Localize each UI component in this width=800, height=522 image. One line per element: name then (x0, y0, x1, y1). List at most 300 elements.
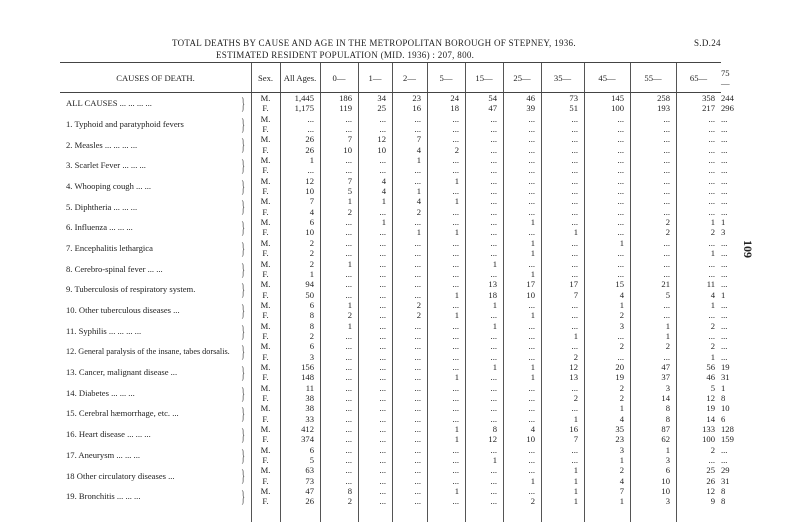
value-cell: ... (571, 175, 578, 186)
value-cell: ... (414, 124, 421, 135)
value-cell: ... (663, 175, 670, 186)
value-cell: 24 (450, 93, 459, 103)
value-cell: ... (528, 351, 535, 362)
value-cell: ... (490, 444, 497, 455)
value-cell: ... (379, 310, 386, 321)
cause-label: 11. Syphilis ... ... ... ... (66, 325, 142, 336)
value-cell: 217 (702, 103, 715, 114)
value-cell: 47 (661, 361, 670, 372)
value-cell: ... (528, 258, 535, 269)
value-cell: ... (571, 155, 578, 166)
value-cell: 7 (347, 134, 352, 145)
value-cell: ... (379, 361, 386, 372)
value-cell: ... (663, 165, 670, 176)
value-cell: 374 (301, 434, 314, 445)
value-cell: 4 (710, 289, 715, 300)
brace-mark: } (241, 321, 245, 341)
value-cell: ... (617, 165, 624, 176)
value-cell: 145 (611, 93, 624, 103)
value-cell: ... (663, 351, 670, 362)
value-cell: 1 (492, 320, 497, 331)
value-cell: ... (571, 258, 578, 269)
value-cell: 1 (619, 237, 624, 248)
value-cell: 10 (526, 434, 535, 445)
value-cell: ... (452, 455, 459, 466)
value-cell: ... (414, 175, 421, 186)
value-cell: ... (571, 113, 578, 124)
value-cell: 15 (615, 279, 624, 290)
table-row: F. 33 ... ... ... ... ... ... 1 4 8 14 6 (60, 414, 721, 424)
value-cell: 12 (706, 486, 715, 497)
value-cell: 1 (454, 424, 459, 434)
value-cell: 4 (530, 424, 535, 434)
table-row: F. 26 10 10 4 2 ... ... ... ... ... ... ... (60, 145, 721, 155)
value-cell: ... (452, 237, 459, 248)
value-cell: 2 (619, 341, 624, 352)
value-cell: ... (414, 392, 421, 403)
table-row: 5. Diphtheria ... ... ... } M. 7 1 1 4 1 ... ... ... ... ... ... ... (60, 196, 721, 206)
value-cell: ... (452, 392, 459, 403)
value-cell: ... (345, 268, 352, 279)
value-cell: 1 (530, 237, 535, 248)
value-cell: ... (379, 237, 386, 248)
table-row: 18 Other circulatory diseases ... } M. 63 ... ... ... ... ... ... 1 2 6 25 29 (60, 465, 721, 475)
value-cell: 1 (573, 465, 578, 476)
value-cell: ... (414, 496, 421, 507)
value-cell: ... (708, 196, 715, 207)
value-cell: ... (490, 372, 497, 383)
value-cell: 14 (661, 392, 670, 403)
value-cell: 18 (488, 289, 497, 300)
sex-cell: F. (262, 434, 269, 445)
value-cell: 8 (665, 413, 670, 424)
value-cell: ... (490, 310, 497, 321)
value-cell: ... (379, 496, 386, 507)
value-cell: 1 (454, 310, 459, 321)
cause-cell (60, 383, 251, 404)
value-cell: ... (414, 403, 421, 414)
column-header: Sex. (251, 63, 280, 93)
value-cell: ... (490, 134, 497, 145)
sex-cell: M. (260, 217, 271, 228)
value-cell: 4 (619, 413, 624, 424)
value-cell: ... (379, 320, 386, 331)
value-cell: 258 (657, 93, 670, 103)
value-cell: 119 (339, 103, 352, 114)
value-cell: 10 (343, 144, 352, 155)
value-cell: 12 (706, 392, 715, 403)
value-cell: 8 (347, 486, 352, 497)
column-header: CAUSES OF DEATH. (60, 63, 251, 93)
value-cell: ... (345, 403, 352, 414)
cause-label: ALL CAUSES ... ... ... ... (66, 98, 152, 109)
brace-mark: } (241, 94, 245, 113)
value-cell: 16 (412, 103, 421, 114)
value-cell: 10 (305, 186, 314, 197)
value-cell: 1 (381, 196, 386, 207)
value-cell: ... (414, 424, 421, 434)
cause-cell (60, 134, 251, 155)
sex-cell: M. (260, 196, 271, 207)
value-cell: ... (490, 475, 497, 486)
value-cell: 54 (488, 93, 497, 103)
sex-cell: M. (260, 320, 271, 331)
cause-label: 7. Encephalitis lethargica (66, 242, 153, 253)
table-row: 14. Diabetes ... ... ... } M. 11 ... ... ... ... ... ... ... 2 3 5 1 (60, 383, 721, 393)
cause-label: 13. Cancer, malignant disease ... (66, 367, 178, 378)
value-cell: ... (452, 186, 459, 197)
value-cell: 4 (416, 144, 421, 155)
table-row: F. 374 ... ... ... 1 12 10 7 23 62 100 159 (60, 434, 721, 444)
value-cell: 1 (573, 475, 578, 486)
value-cell: ... (490, 206, 497, 217)
table-row: F. 10 ... ... 1 1 ... ... 1 ... 2 2 3 (60, 227, 721, 237)
value-cell: ... (708, 310, 715, 321)
value-cell: 11 (706, 279, 715, 290)
value-cell: ... (414, 165, 421, 176)
value-cell: 10 (661, 475, 670, 486)
value-cell: 25 (706, 465, 715, 476)
value-cell: ... (490, 341, 497, 352)
column-header: 35— (541, 63, 584, 93)
value-cell: ... (617, 258, 624, 269)
value-cell: 63 (305, 465, 314, 476)
value-cell: 8 (309, 320, 314, 331)
value-cell: 1 (347, 196, 352, 207)
value-cell: ... (414, 289, 421, 300)
table-row: F. 26 2 ... ... ... ... 2 1 1 3 9 8 (60, 496, 721, 506)
sex-cell: M. (260, 155, 271, 166)
value-cell: 6 (309, 341, 314, 352)
cause-label: 1. Typhoid and paratyphoid fevers (66, 118, 184, 129)
value-cell: ... (528, 382, 535, 393)
sex-cell: M. (260, 134, 271, 145)
header-row: CAUSES OF DEATH. Sex. All Ages. 0— 1— 2— 5— 15— 25— 35— 45— 55— 65— 75— (60, 63, 721, 93)
value-cell: ... (663, 248, 670, 259)
value-cell: ... (379, 124, 386, 135)
value-cell: 1 (530, 475, 535, 486)
value-cell: 1 (454, 227, 459, 238)
value-cell: ... (528, 227, 535, 238)
value-cell: ... (379, 299, 386, 310)
value-cell: 2 (454, 144, 459, 155)
value-cell: 4 (619, 475, 624, 486)
table-row: 11. Syphilis ... ... ... ... } M. 8 1 ... ... ... 1 ... ... 3 1 2 ... (60, 321, 721, 331)
value-cell: 1 (619, 496, 624, 507)
sex-cell: F. (262, 455, 269, 466)
value-cell: ... (414, 279, 421, 290)
value-cell: ... (452, 217, 459, 228)
population-subtitle: ESTIMATED RESIDENT POPULATION (MID. 1936) : 207, 800. (216, 50, 475, 60)
brace-mark: } (241, 197, 245, 217)
cause-label: 9. Tuberculosis of respiratory system. (66, 284, 196, 295)
table-row: 1. Typhoid and paratyphoid fevers } M. ... ... ... ... ... ... ... ... ... ... ... ... (60, 114, 721, 124)
cause-cell (60, 196, 251, 217)
value-cell: 156 (301, 361, 314, 372)
value-cell: ... (708, 155, 715, 166)
value-cell: ... (345, 475, 352, 486)
sex-cell: F. (262, 413, 269, 424)
value-cell: ... (379, 206, 386, 217)
value-cell: 1 (710, 299, 715, 310)
value-cell: ... (414, 248, 421, 259)
value-cell: 1 (665, 330, 670, 341)
cause-label: 4. Whooping cough ... ... (66, 180, 152, 191)
table-row: F. 3 ... ... ... ... ... ... 2 ... ... 1 ... (60, 352, 721, 362)
sex-cell: F. (262, 289, 269, 300)
sex-cell: F. (262, 310, 269, 321)
value-cell: 19 (706, 403, 715, 414)
sex-cell: F. (262, 268, 269, 279)
value-cell: ... (307, 124, 314, 135)
value-cell: ... (490, 351, 497, 362)
value-cell: 133 (702, 424, 715, 434)
value-cell: ... (490, 186, 497, 197)
brace-mark: } (241, 114, 245, 134)
value-cell: 3 (665, 455, 670, 466)
value-cell: ... (414, 465, 421, 476)
sex-cell: M. (260, 465, 271, 476)
value-cell: 8 (665, 403, 670, 414)
value-cell: 26 (706, 475, 715, 486)
brace-mark: } (241, 445, 245, 465)
value-cell: ... (617, 248, 624, 259)
value-cell: ... (663, 258, 670, 269)
value-cell: ... (571, 248, 578, 259)
cause-cell (60, 465, 251, 486)
value-cell: 51 (569, 103, 578, 114)
value-cell: ... (345, 289, 352, 300)
value-cell: 1 (454, 486, 459, 497)
value-cell: ... (490, 268, 497, 279)
sex-cell: M. (260, 403, 271, 414)
table-row: 2. Measles ... ... ... ... } M. 26 7 12 7 ... ... ... ... ... ... ... ... (60, 134, 721, 144)
value-cell: 7 (416, 134, 421, 145)
value-cell: ... (528, 403, 535, 414)
sex-cell: F. (262, 186, 269, 197)
table-row: F. 2 ... ... ... ... ... 1 ... ... ... 1 ... (60, 248, 721, 258)
value-cell: ... (708, 237, 715, 248)
value-cell: ... (452, 124, 459, 135)
value-cell: 2 (573, 392, 578, 403)
value-cell: ... (617, 155, 624, 166)
sex-cell: M. (260, 93, 271, 103)
value-cell: 38 (305, 403, 314, 414)
value-cell: ... (345, 155, 352, 166)
brace-mark: } (241, 280, 245, 300)
value-cell: ... (452, 361, 459, 372)
cause-cell (60, 238, 251, 259)
column-header: 15— (465, 63, 503, 93)
value-cell: ... (452, 330, 459, 341)
value-cell: ... (452, 320, 459, 331)
value-cell: ... (379, 403, 386, 414)
value-cell: ... (528, 486, 535, 497)
value-cell: 5 (665, 289, 670, 300)
table-row: 6. Influenza ... ... ... } M. 6 ... 1 ... ... ... 1 ... ... 2 1 1 (60, 217, 721, 227)
value-cell: ... (452, 134, 459, 145)
value-cell: 26 (305, 496, 314, 507)
value-cell: ... (528, 455, 535, 466)
value-cell: ... (345, 124, 352, 135)
value-cell: ... (571, 299, 578, 310)
value-cell: ... (617, 227, 624, 238)
value-cell: ... (379, 475, 386, 486)
value-cell: ... (571, 444, 578, 455)
value-cell: 1 (619, 403, 624, 414)
cause-cell (60, 403, 251, 424)
value-cell: 94 (305, 279, 314, 290)
column-header: 65— (676, 63, 721, 93)
value-cell: ... (345, 165, 352, 176)
value-cell: ... (452, 413, 459, 424)
value-cell: 34 (377, 93, 386, 103)
table-reference: S.D.24 (694, 38, 721, 48)
table-row: F. 10 5 4 1 ... ... ... ... ... ... ... ... (60, 186, 721, 196)
value-cell: ... (663, 186, 670, 197)
value-cell: ... (617, 144, 624, 155)
sex-cell: M. (260, 299, 271, 310)
value-cell: ... (452, 248, 459, 259)
value-cell: ... (414, 113, 421, 124)
value-cell: 26 (305, 144, 314, 155)
value-cell: 1,175 (294, 103, 314, 114)
value-cell: 1 (492, 455, 497, 466)
value-cell: 47 (488, 103, 497, 114)
value-cell: ... (345, 361, 352, 372)
value-cell: 2 (710, 444, 715, 455)
cause-cell (60, 279, 251, 300)
value-cell: ... (345, 413, 352, 424)
value-cell: ... (617, 330, 624, 341)
value-cell: 1 (665, 444, 670, 455)
cause-cell (60, 341, 251, 362)
value-cell: 20 (615, 361, 624, 372)
table-row: 19. Bronchitis ... ... ... } M. 47 8 ... ... 1 ... ... 1 7 10 12 8 (60, 486, 721, 496)
value-cell: ... (528, 444, 535, 455)
value-cell: ... (379, 486, 386, 497)
cause-label: 2. Measles ... ... ... ... (66, 139, 138, 150)
table-row: F. 2 ... ... ... ... ... ... 1 ... 1 ... ... (60, 331, 721, 341)
value-cell: ... (379, 113, 386, 124)
deaths-table (60, 63, 734, 507)
cause-label: 6. Influenza ... ... ... (66, 222, 133, 233)
value-cell: ... (490, 113, 497, 124)
value-cell: ... (414, 475, 421, 486)
value-cell: 4 (416, 196, 421, 207)
value-cell: 1 (530, 310, 535, 321)
value-cell: ... (490, 144, 497, 155)
value-cell: 2 (309, 330, 314, 341)
value-cell: ... (379, 165, 386, 176)
sex-cell: M. (260, 279, 271, 290)
value-cell: ... (663, 299, 670, 310)
value-cell: ... (528, 144, 535, 155)
table-row: F. 148 ... ... ... 1 ... 1 13 19 37 46 31 (60, 372, 721, 382)
value-cell: ... (379, 392, 386, 403)
value-cell: 412 (301, 424, 314, 434)
value-cell: ... (708, 144, 715, 155)
brace-mark: } (241, 218, 245, 238)
value-cell: ... (528, 155, 535, 166)
value-cell: 17 (569, 279, 578, 290)
brace-mark: } (241, 238, 245, 258)
value-cell: ... (490, 165, 497, 176)
table-row: 12. General paralysis of the insane, tabes dorsalis. } M. 6 ... ... ... ... ... ... ... 2 2 2 ... (60, 341, 721, 351)
value-cell: 1 (665, 320, 670, 331)
cause-cell (60, 486, 251, 507)
value-cell: 4 (381, 186, 386, 197)
brace-mark: } (241, 176, 245, 196)
value-cell: ... (414, 372, 421, 383)
value-cell: 3 (665, 496, 670, 507)
value-cell: ... (414, 444, 421, 455)
value-cell: ... (528, 465, 535, 476)
table-row: F. 1 ... ... ... ... ... 1 ... ... ... ... ... (60, 269, 721, 279)
sex-cell: M. (260, 237, 271, 248)
value-cell: ... (345, 382, 352, 393)
value-cell: ... (452, 444, 459, 455)
value-cell: 1 (530, 268, 535, 279)
sex-cell: F. (262, 227, 269, 238)
value-cell: ... (571, 206, 578, 217)
value-cell: ... (379, 330, 386, 341)
value-cell: 10 (526, 289, 535, 300)
value-cell: ... (345, 113, 352, 124)
table-row: 9. Tuberculosis of respiratory system. } M. 94 ... ... ... ... 13 17 17 15 21 11 ... (60, 279, 721, 289)
value-cell: ... (379, 434, 386, 445)
sex-cell: F. (262, 165, 269, 176)
value-cell: ... (663, 124, 670, 135)
value-cell: ... (379, 341, 386, 352)
value-cell: ... (528, 186, 535, 197)
value-cell: 35 (615, 424, 624, 434)
value-cell: ... (490, 217, 497, 228)
table-title: TOTAL DEATHS BY CAUSE AND AGE IN THE METROPOLITAN BOROUGH OF STEPNEY, 1936. (172, 38, 576, 48)
value-cell: 37 (661, 372, 670, 383)
value-cell: 2 (665, 217, 670, 228)
value-cell: ... (414, 434, 421, 445)
sex-cell: F. (262, 351, 269, 362)
page-number: 109 (741, 240, 755, 258)
value-cell: 2 (619, 382, 624, 393)
value-cell: ... (663, 155, 670, 166)
value-cell: ... (708, 124, 715, 135)
sex-cell: M. (260, 361, 271, 372)
value-cell: ... (571, 320, 578, 331)
value-cell: ... (452, 206, 459, 217)
value-cell: ... (571, 237, 578, 248)
sex-cell: F. (262, 392, 269, 403)
column-header: 0— (320, 63, 358, 93)
table-row: F. 5 ... ... ... ... 1 ... ... 1 3 ... ... (60, 455, 721, 465)
value-cell: 2 (710, 320, 715, 331)
cause-cell (60, 300, 251, 321)
value-cell: 2 (619, 310, 624, 321)
value-cell: 39 (526, 103, 535, 114)
value-cell: ... (571, 217, 578, 228)
value-cell: ... (663, 268, 670, 279)
table-row: F. 38 ... ... ... ... ... ... 2 2 14 12 8 (60, 393, 721, 403)
value-cell: 1 (573, 330, 578, 341)
value-cell: ... (708, 268, 715, 279)
value-cell: 17 (526, 279, 535, 290)
sex-cell: M. (260, 486, 271, 497)
value-cell: ... (345, 351, 352, 362)
value-cell: 1 (454, 175, 459, 186)
cause-label: 8. Cerebro-spinal fever ... ... (66, 263, 163, 274)
value-cell: 14 (706, 413, 715, 424)
